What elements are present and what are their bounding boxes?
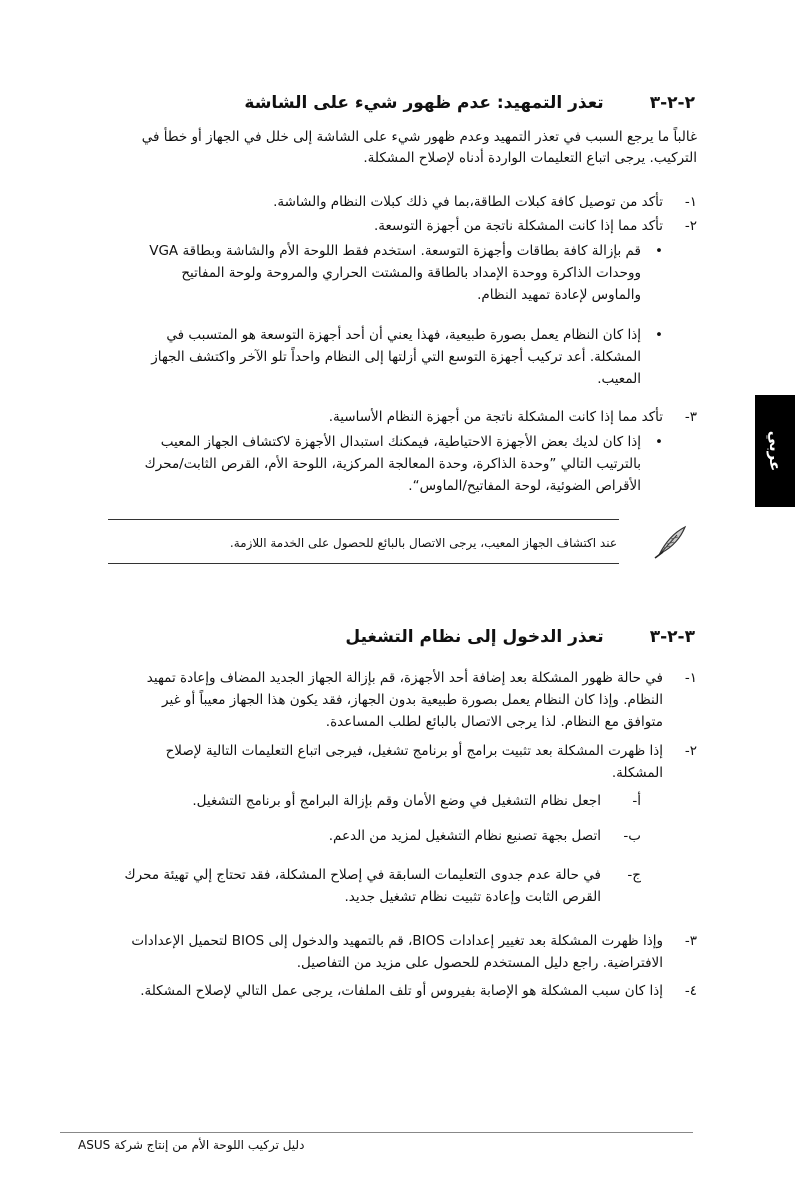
bullet-glyph: • [655, 243, 663, 259]
note-text: عند اكتشاف الجهاز المعيب، يرجى الاتصال بالبائع للحصول على الخدمة اللازمة. [229, 536, 617, 550]
bullet-glyph: • [655, 327, 663, 343]
list-item [124, 215, 697, 237]
section-heading-os-failure [120, 626, 695, 648]
list-item-text: تأكد مما إذا كانت المشكلة ناتجة من أجهزة النظام الأساسية. [328, 409, 663, 425]
language-side-tab [755, 395, 795, 507]
sub-item-text: اتصل بجهة تصنيع نظام التشغيل لمزيد من الدعم. [328, 828, 601, 844]
list-marker: ٣- [684, 933, 697, 949]
sub-item [120, 790, 697, 812]
section-heading-title: تعذر الدخول إلى نظام التشغيل [345, 627, 604, 647]
footer-rule [60, 1132, 693, 1133]
bullet-glyph: • [655, 434, 663, 450]
list-marker: ٢- [684, 743, 697, 759]
bullet-text: إذا كان النظام يعمل بصورة طبيعية، فهذا يعني أن أحد أجهزة التوسعة هو المتسبب في المشكلة. أعد تركيب أجهزة التوسع التي أزلتها إلى النظام واحداً تلو الآخر واكتشف الجهاز المعيب. [151, 327, 641, 387]
list-item [110, 980, 697, 1002]
section-number: ٢-٢-٣ [649, 93, 695, 113]
list-marker: ٣- [684, 409, 697, 425]
section-heading-prefix: تعذر التمهيد: [496, 93, 604, 113]
sub-item [120, 864, 697, 908]
list-item-text: إذا ظهرت المشكلة بعد تثبيت برامج أو برنامج تشغيل، فيرجى اتباع التعليمات التالية لإصلاح المشكلة. [165, 743, 663, 781]
list-item-text: في حالة ظهور المشكلة بعد إضافة أحد الأجهزة، قم بإزالة الجهاز الجديد المضاف وإعادة تمهيد النظام. وإذا كان النظام يعمل بصورة طبيعية بدون الجهاز، فقد يكون هذا الجهاز معيباً أو غير متوافق مع النظام. لذا يرجى الاتصال بالبائع لطلب المساعدة. [146, 670, 663, 730]
sub-item-text: اجعل نظام التشغيل في وضع الأمان وقم بإزالة البرامج أو برنامج التشغيل. [192, 793, 601, 809]
bullet-text: إذا كان لديك بعض الأجهزة الاحتياطية، فيمكنك استبدال الأجهزة لاكتشاف الجهاز المعيب بالترتيب التالي ”وحدة الذاكرة، وحدة المعالجة المركزية، اللوحة الأم، القرص الثابت/محرك الأقراص الضوئية، لوحة المفاتيح/الماوس“. [144, 434, 641, 494]
list-item [124, 667, 697, 733]
section-heading-title: عدم ظهور شيء على الشاشة [244, 93, 491, 113]
list-marker: ٤- [684, 983, 697, 999]
list-item [124, 191, 697, 213]
section-number: ٣-٢-٣ [649, 627, 695, 647]
bullet-item [130, 324, 697, 390]
list-marker: ١- [684, 194, 697, 210]
list-marker: ١- [684, 670, 697, 686]
footer-text: دليل تركيب اللوحة الأم من إنتاج شركة ASUS [78, 1138, 305, 1152]
list-item-text: وإذا ظهرت المشكلة بعد تغيير إعدادات BIOS، قم بالتمهيد والدخول إلى BIOS لتحميل الإعدادات الافتراضية. راجع دليل المستخدم للحصول على مزيد من التفاصيل. [131, 933, 663, 971]
sub-marker: ب- [623, 828, 641, 844]
bullet-item [130, 431, 697, 497]
list-item [124, 740, 697, 784]
list-item-text: إذا كان سبب المشكلة هو الإصابة بفيروس أو تلف الملفات، يرجى عمل التالي لإصلاح المشكلة. [140, 983, 663, 999]
section-heading-boot-failure [120, 92, 695, 114]
sub-marker: ج- [627, 867, 641, 883]
language-tab-label: عربي [766, 430, 784, 472]
sub-item-text: في حالة عدم جدوى التعليمات السابقة في إصلاح المشكلة، فقد تحتاج إلي تهيئة محرك القرص الثابت وإعادة تثبيت نظام تشغيل جديد. [124, 867, 601, 905]
list-item [124, 930, 697, 974]
section-intro: غالباً ما يرجع السبب في تعذر التمهيد وعدم ظهور شيء على الشاشة إلى خلل في الجهاز أو خطأ في التركيب. يرجى اتباع التعليمات الواردة أدناه لإصلاح المشكلة. [141, 129, 697, 166]
list-item [124, 406, 697, 428]
feather-pen-icon [651, 523, 689, 561]
list-item-text: تأكد مما إذا كانت المشكلة ناتجة من أجهزة التوسعة. [374, 218, 663, 234]
note-top-rule [108, 519, 619, 520]
sub-marker: أ- [632, 793, 641, 809]
bullet-text: قم بإزالة كافة بطاقات وأجهزة التوسعة. استخدم فقط اللوحة الأم والشاشة وبطاقة VGA ووحدات الذاكرة ووحدة الإمداد بالطاقة والمشتت الحراري والمروحة ولوحة المفاتيح والماوس لإعادة تمهيد النظام. [149, 243, 641, 303]
bullet-item [130, 240, 697, 306]
list-item-text: تأكد من توصيل كافة كبلات الطاقة،بما في ذلك كبلات النظام والشاشة. [273, 194, 663, 210]
note-bottom-rule [108, 563, 619, 564]
list-marker: ٢- [684, 218, 697, 234]
sub-item [120, 825, 697, 847]
